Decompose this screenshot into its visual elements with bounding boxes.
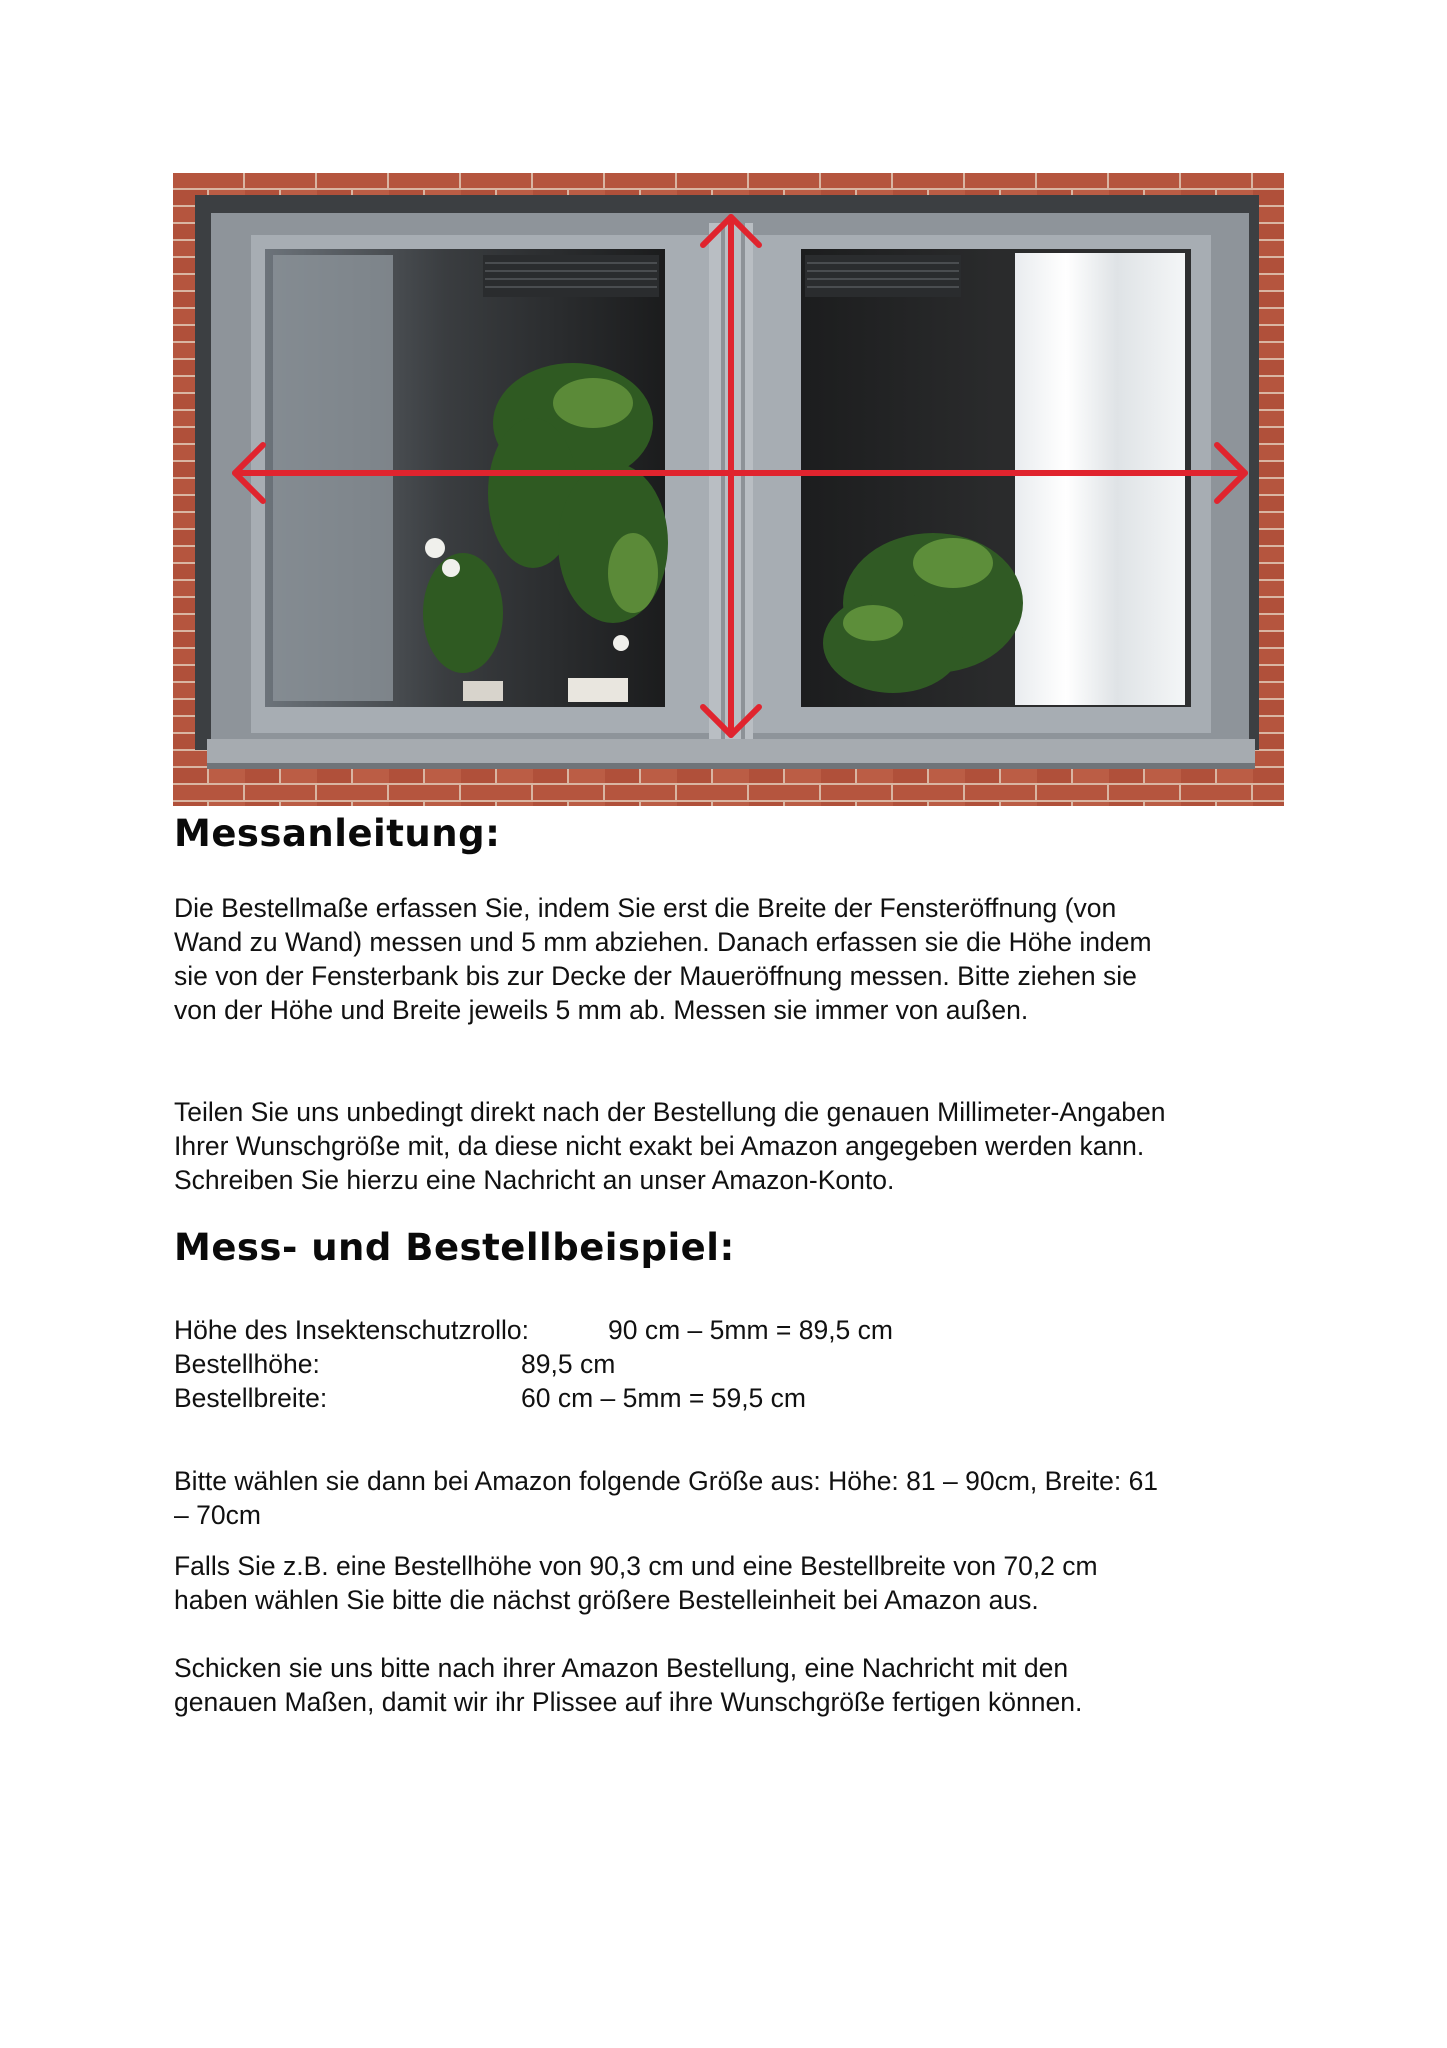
- message-request-paragraph: [174, 1651, 1082, 1719]
- text-line: von der Höhe und Breite jeweils 5 mm ab. Messen sie immer von außen.: [174, 995, 1029, 1025]
- text-line: Die Bestellmaße erfassen Sie, indem Sie erst die Breite der Fensteröffnung (von: [174, 893, 1117, 923]
- text-line: Bitte wählen sie dann bei Amazon folgende Größe aus: Höhe: 81 – 90cm, Breite: 61: [174, 1466, 1159, 1496]
- window-measurement-photo: [173, 173, 1284, 806]
- measurement-label: Bestellbreite:: [174, 1383, 328, 1413]
- measurement-label: Bestellhöhe:: [174, 1349, 320, 1379]
- heading-bestellbeispiel: Mess- und Bestellbeispiel:: [174, 1226, 735, 1269]
- text-line: Teilen Sie uns unbedingt direkt nach der Bestellung die genauen Millimeter-Angaben: [174, 1097, 1166, 1127]
- heading-messanleitung: Messanleitung:: [174, 812, 501, 855]
- text-line: sie von der Fensterbank bis zur Decke der Maueröffnung messen. Bitte ziehen sie: [174, 961, 1137, 991]
- measurement-value: 90 cm – 5mm = 89,5 cm: [608, 1315, 893, 1345]
- size-selection-paragraph: [174, 1464, 1158, 1532]
- text-line: Schicken sie uns bitte nach ihrer Amazon Bestellung, eine Nachricht mit den: [174, 1653, 1069, 1683]
- text-line: genauen Maßen, damit wir ihr Plissee auf ihre Wunschgröße fertigen können.: [174, 1687, 1083, 1717]
- measurement-value: 60 cm – 5mm = 59,5 cm: [521, 1383, 806, 1413]
- text-line: – 70cm: [174, 1500, 261, 1530]
- rounding-paragraph: [174, 1549, 1098, 1617]
- text-line: Falls Sie z.B. eine Bestellhöhe von 90,3 cm und eine Bestellbreite von 70,2 cm: [174, 1551, 1098, 1581]
- text-line: Ihrer Wunschgröße mit, da diese nicht exakt bei Amazon angegeben werden kann.: [174, 1131, 1145, 1161]
- notice-paragraph: [174, 1095, 1165, 1197]
- text-line: haben wählen Sie bitte die nächst größere Bestelleinheit bei Amazon aus.: [174, 1585, 1039, 1615]
- text-line: Schreiben Sie hierzu eine Nachricht an unser Amazon-Konto.: [174, 1165, 895, 1195]
- measurement-value: 89,5 cm: [521, 1349, 616, 1379]
- instructions-paragraph: [174, 891, 1152, 1027]
- measurement-label: Höhe des Insektenschutzrollo:: [174, 1315, 530, 1345]
- text-line: Wand zu Wand) messen und 5 mm abziehen. Danach erfassen sie die Höhe indem: [174, 927, 1152, 957]
